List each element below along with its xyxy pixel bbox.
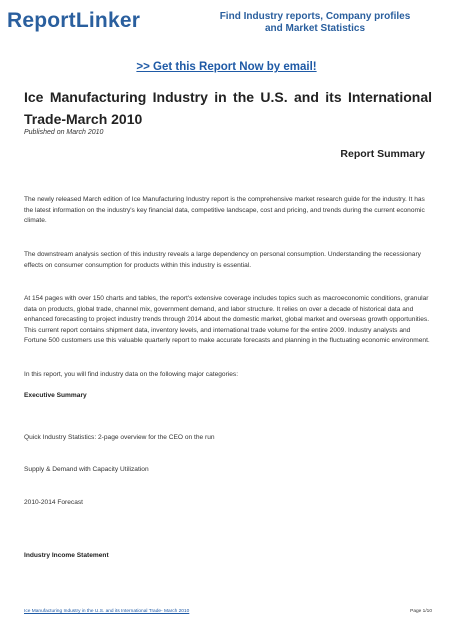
downstream-paragraph: The downstream analysis section of this industry reveals a large dependency on personal consumption. Understanding the recessionary effects on consumer consumption for products within this industry is essential. [24,251,421,269]
tagline-line-2: and Market Statistics [264,23,366,34]
published-date: Published on March 2010 [24,129,104,136]
page-footer [24,609,432,619]
intro-paragraph: The newly released March edition of Ice Manufacturing Industry report is the comprehensive market research guide for the industry. It has the latest information on the industry's key financial data, competitive landscape, cost and pricing, and trends during the current economic climate. [24,196,425,224]
get-report-link[interactable]: >> Get this Report Now by email! [136,61,317,73]
header-tagline [205,11,425,35]
forecast-item: 2010-2014 Forecast [24,499,84,506]
report-summary-heading: Report Summary [340,148,425,160]
page-number: Page 1/10 [410,609,432,614]
quick-statistics-item: Quick Industry Statistics: 2-page overview for the CEO on the run [24,434,215,441]
report-title: Ice Manufacturing Industry in the U.S. and its International Trade-March 2010 [24,89,432,127]
supply-demand-item: Supply & Demand with Capacity Utilization [24,466,149,473]
page-header [0,0,453,40]
reportlinker-logo[interactable]: ReportLinker [7,9,141,32]
tagline-line-1: Find Industry reports, Company profiles [219,11,411,22]
categories-intro: In this report, you will find industry data on the following major categories: [24,371,239,378]
footer-report-link[interactable]: Ice Manufacturing Industry in the U.S. and its International Trade- March 2010 [24,609,190,614]
coverage-paragraph: At 154 pages with over 150 charts and tables, the report's extensive coverage includes topics such as macroeconomic conditions, granular data on products, global trade, channel mix, government demand, and labor structure. It relies on over a decade of historical data and enhanced forecasting to project industry trends through 2014 about the domestic market, global market and overseas growth opportunities. This current report contains shipment data, inventory levels, and international trade volume for the entire 2009. Industry analysts and Fortune 500 customers use this valuable quarterly report to make accurate forecasts and planning in the fluctuating economic environment. [24,295,430,344]
executive-summary-heading: Executive Summary [24,392,87,399]
income-statement-heading: Industry Income Statement [24,552,109,559]
